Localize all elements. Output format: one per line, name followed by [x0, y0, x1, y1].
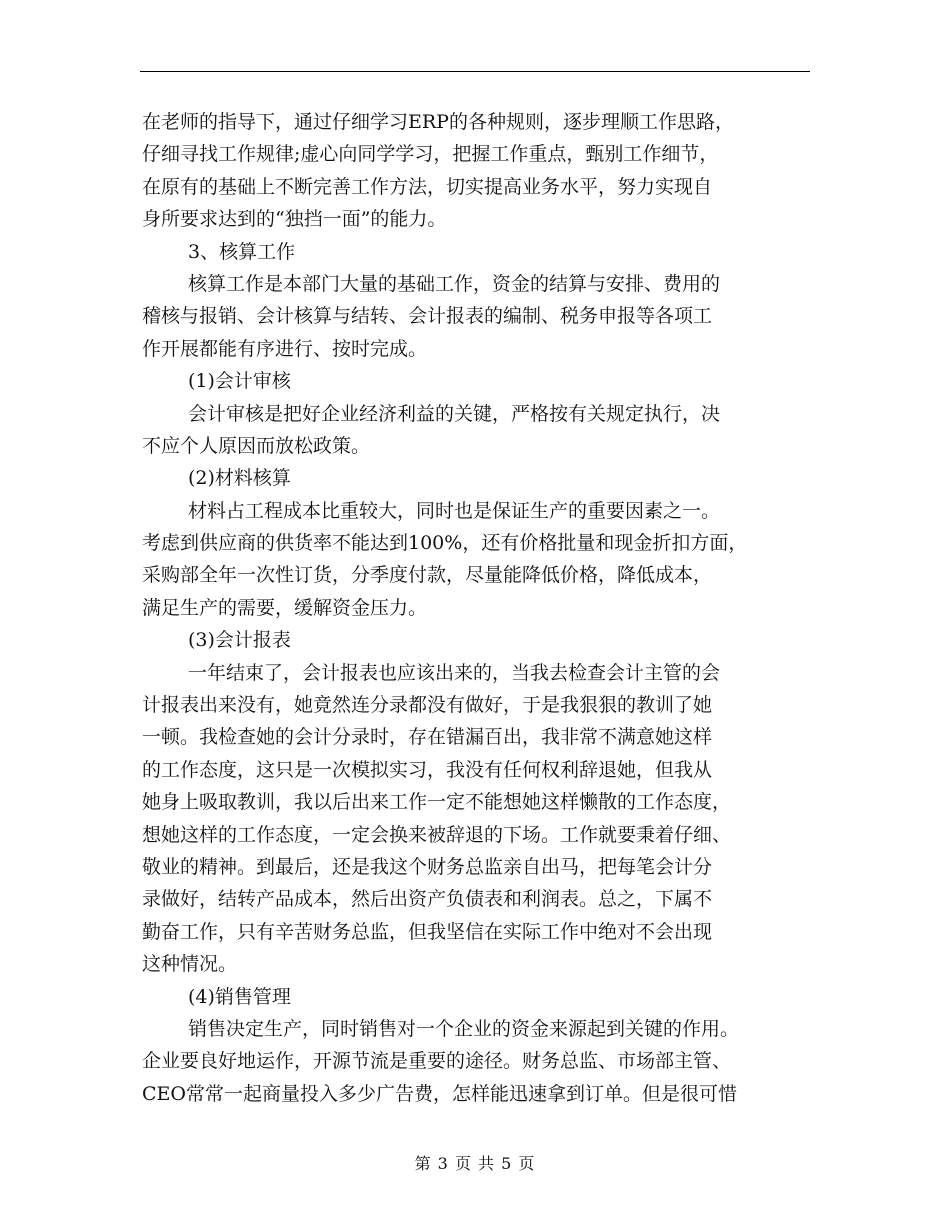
text-line: 稽核与报销、会计核算与结转、会计报表的编制、税务申报等各项工: [142, 305, 713, 328]
text-line: 这种情况。: [142, 953, 238, 976]
text-line: 在原有的基础上不断完善工作方法，切实提高业务水平，努力实现自: [142, 175, 713, 198]
text-line: 她身上吸取教训，我以后出来工作一定不能想她这样懒散的工作态度，: [142, 791, 732, 814]
text-line: (2)材料核算: [188, 467, 291, 490]
text-line: 3、核算工作: [188, 240, 296, 263]
text-line: 的工作态度，这只是一次模拟实习，我没有任何权利辞退她，但我从: [142, 758, 713, 781]
header-rule: [140, 71, 810, 72]
text-line: 考虑到供应商的供货率不能达到100%，还有价格批量和现金折扣方面，: [142, 532, 748, 555]
text-line: 敬业的精神。到最后，还是我这个财务总监亲自出马，把每笔会计分: [142, 855, 713, 878]
text-line: 销售决定生产，同时销售对一个企业的资金来源起到关键的作用。: [188, 1017, 740, 1040]
document-body: [142, 106, 810, 1110]
text-line: 满足生产的需要，缓解资金压力。: [142, 596, 428, 619]
text-line: (4)销售管理: [188, 985, 291, 1008]
text-line: 采购部全年一次性订货，分季度付款，尽量能降低价格，降低成本，: [142, 564, 713, 587]
text-line: 录做好，结转产品成本，然后出资产负债表和利润表。总之，下属不: [142, 888, 713, 911]
text-line: 身所要求达到的“独挡一面”的能力。: [142, 208, 447, 231]
text-line: 会计审核是把好企业经济利益的关键，严格按有关规定执行，决: [188, 402, 721, 425]
text-line: 在老师的指导下，通过仔细学习ERP的各种规则，逐步理顺工作思路，: [142, 111, 734, 133]
text-line: 核算工作是本部门大量的基础工作，资金的结算与安排、费用的: [188, 272, 721, 295]
text-line: 不应个人原因而放松政策。: [142, 434, 371, 457]
page-number-footer: 第 3 页 共 5 页: [414, 1154, 536, 1173]
text-line: 一顿。我检查她的会计分录时，存在错漏百出，我非常不满意她这样: [142, 726, 713, 749]
text-line: CEO常常一起商量投入多少广告费，怎样能迅速拿到订单。但是很可惜: [142, 1082, 737, 1105]
text-line: 企业要良好地运作，开源节流是重要的途径。财务总监、市场部主管、: [142, 1050, 732, 1073]
text-line: 仔细寻找工作规律;虚心向同学学习，把握工作重点，甄别工作细节，: [142, 143, 719, 166]
text-line: 材料占工程成本比重较大，同时也是保证生产的重要因素之一。: [188, 499, 721, 522]
text-line: 作开展都能有序进行、按时完成。: [142, 337, 428, 360]
text-line: 计报表出来没有，她竟然连分录都没有做好，于是我狠狠的教训了她: [142, 694, 713, 717]
text-line: 一年结束了，会计报表也应该出来的，当我去检查会计主管的会: [188, 661, 721, 684]
text-line: 想她这样的工作态度，一定会换来被辞退的下场。工作就要秉着仔细、: [142, 823, 732, 846]
text-line: (1)会计审核: [188, 370, 291, 393]
text-line: (3)会计报表: [188, 629, 291, 652]
text-line: 勤奋工作，只有辛苦财务总监，但我坚信在实际工作中绝对不会出现: [142, 920, 713, 943]
